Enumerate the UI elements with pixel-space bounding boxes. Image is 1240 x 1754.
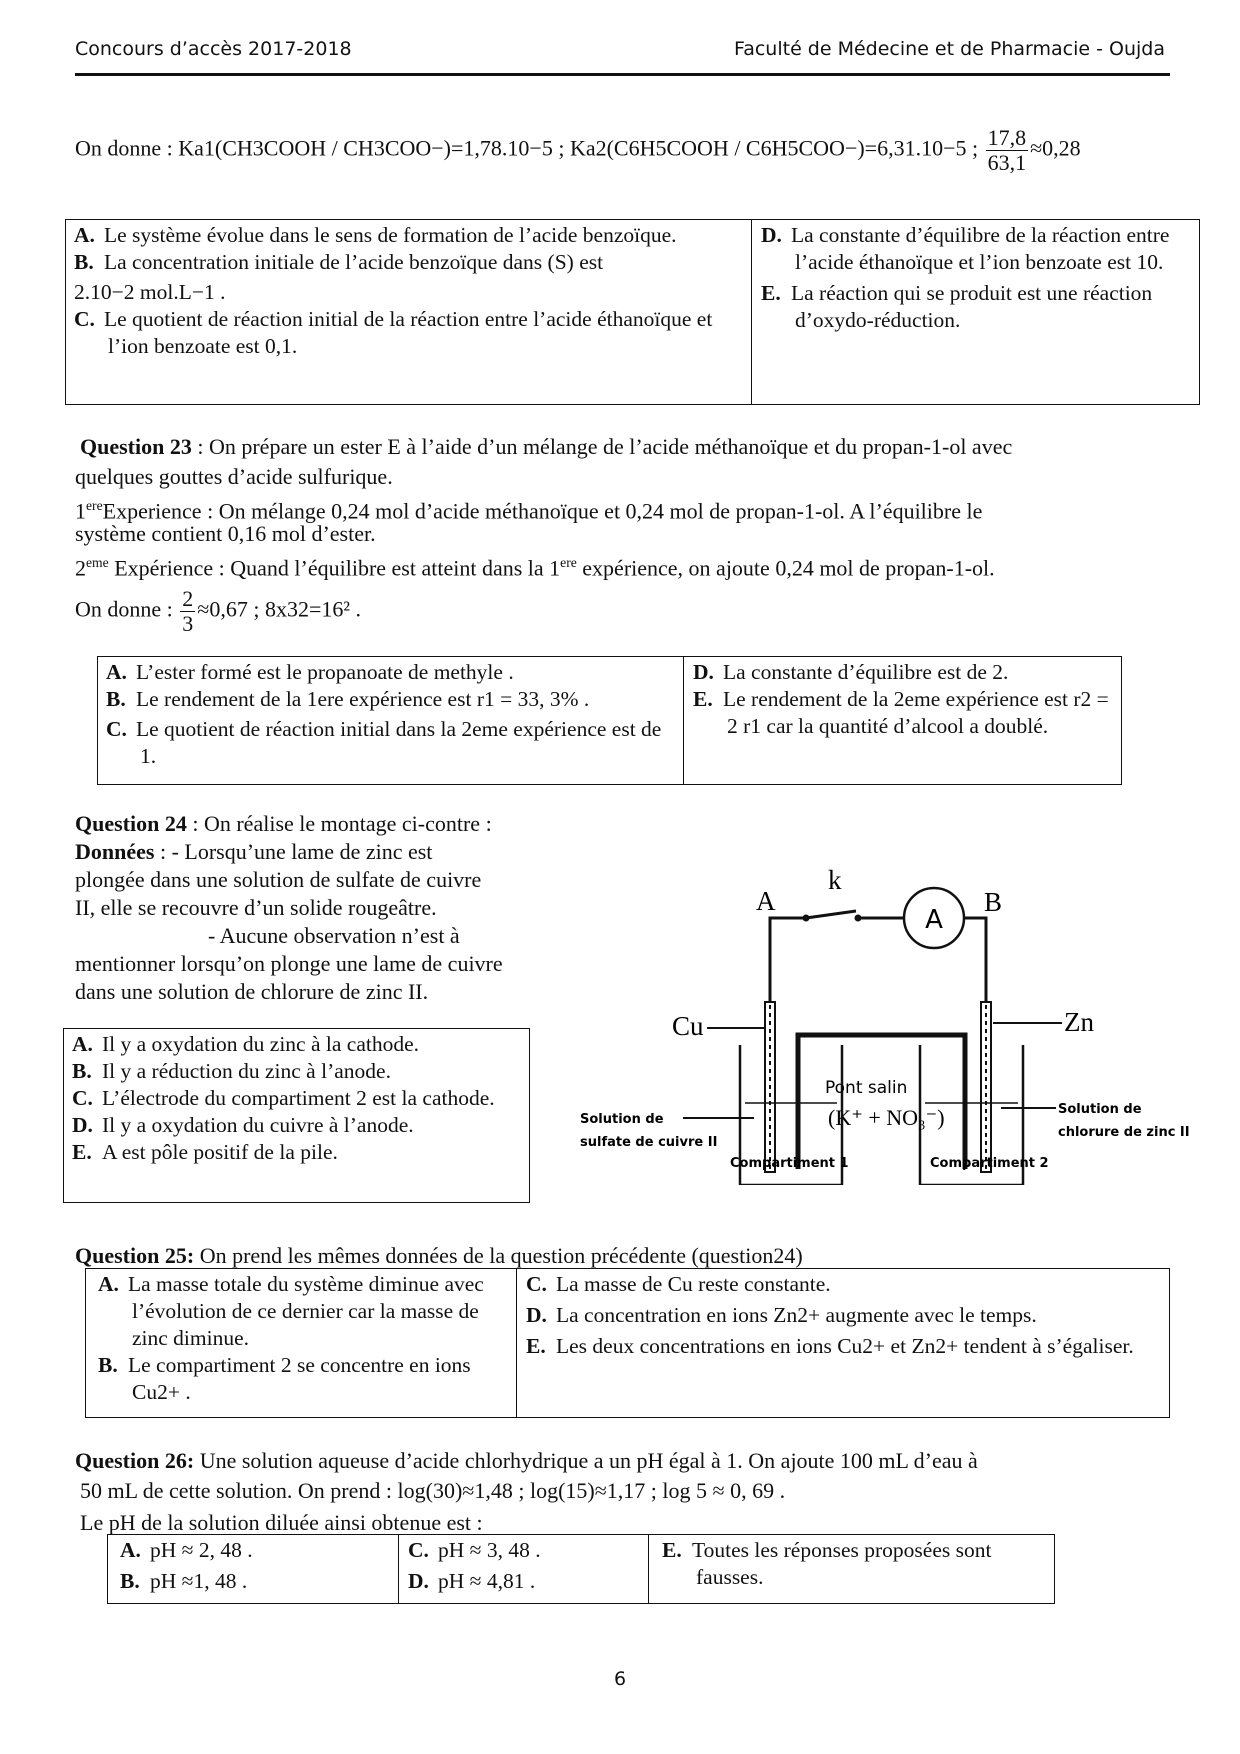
q24-donnees-4: - Aucune observation n’est à <box>208 923 460 948</box>
q25-title: Question 25: <box>75 1243 195 1268</box>
q26-line2: 50 mL de cette solution. On prend : log(30)≈1,48 ; log(15)≈1,17 ; log 5 ≈ 0, 69 . <box>80 1478 786 1503</box>
q22-option-b: B. La concentration initiale de l’acide benzoïque dans (S) est <box>74 250 604 274</box>
q22-given: On donne : Ka1(CH3COOH / CH3COO−)=1,78.10−5 ; Ka2(C6H5COOH / C6H5COO−)=6,31.10−5 ; $\frac{17,8}{63,1}$ ≈0,28 <box>75 125 1081 175</box>
solution-left-label-1: Solution de <box>580 1112 664 1127</box>
salt-bridge <box>798 1035 965 1169</box>
solution-left-label-2: sulfate de cuivre II <box>580 1135 718 1150</box>
q26-option-b: B. pH ≈1, 48 . <box>120 1569 248 1593</box>
q24-title: Question 24 <box>75 811 187 836</box>
q23-option-c: C. Le quotient de réaction initial dans la 2eme expérience est de 1. <box>106 717 662 768</box>
q25-option-e: E. Les deux concentrations en ions Cu2+ et Zn2+ tendent à s’égaliser. <box>526 1334 1134 1358</box>
q22-option-b-value: 2.10−2 mol.L−1 . <box>74 280 226 304</box>
q22-option-d: D. La constante d’équilibre de la réaction entre l’acide éthanoïque et l’ion benzoate est 10. <box>761 223 1170 274</box>
q24-option-a: A. Il y a oxydation du zinc à la cathode. <box>72 1032 420 1056</box>
header-divider <box>75 73 1170 76</box>
q24-donnees-5: mentionner lorsqu’on plonge une lame de cuivre <box>75 951 503 976</box>
diagram-label-b: B <box>984 887 1003 917</box>
q24-option-e: E. A est pôle positif de la pile. <box>72 1140 338 1164</box>
q24-option-b: B. Il y a réduction du zinc à l’anode. <box>72 1059 391 1083</box>
q22-option-a: A. Le système évolue dans le sens de formation de l’acide benzoïque. <box>74 223 677 247</box>
diagram-label-zn: Zn <box>1064 1007 1094 1037</box>
q25-line1: Question 25: On prend les mêmes données de la question précédente (question24) <box>75 1243 803 1268</box>
q23-option-b: B. Le rendement de la 1ere expérience est r1 = 33, 3% . <box>106 687 590 711</box>
electrochemical-cell-diagram <box>580 855 1200 1185</box>
q24-option-c: C. L’électrode du compartiment 2 est la cathode. <box>72 1086 495 1110</box>
header-right: Faculté de Médecine et de Pharmacie - Oujda <box>734 38 1165 60</box>
q23-given: On donne : $\frac{2}{3}$ ≈0,67 ; 8x32=16² . <box>75 586 361 636</box>
diagram-label-k: k <box>828 865 842 895</box>
salt-bridge-ions: (K⁺ + NO₃⁻) <box>828 1105 945 1130</box>
q26-option-c: C. pH ≈ 3, 48 . <box>408 1538 541 1562</box>
q25-answer-box <box>85 1268 1170 1418</box>
q25-option-b: B. Le compartiment 2 se concentre en ions Cu2+ . <box>98 1353 471 1404</box>
solution-right-label-1: Solution de <box>1058 1102 1142 1117</box>
q24-answer-box <box>63 1028 530 1203</box>
q26-option-e: E. Toutes les réponses proposées sont fausses. <box>662 1538 992 1589</box>
q24-option-d: D. Il y a oxydation du cuivre à l’anode. <box>72 1113 414 1137</box>
q23-option-d: D. La constante d’équilibre est de 2. <box>693 660 1009 684</box>
q25-option-a: A. La masse totale du système diminue avec l’évolution de ce dernier car la masse de zinc diminue. <box>98 1272 484 1350</box>
switch-k[interactable] <box>806 911 856 918</box>
q25-option-c: C. La masse de Cu reste constante. <box>526 1272 831 1296</box>
q23-exp2: 2eme Expérience : Quand l’équilibre est atteint dans la 1ere expérience, on ajoute 0,24 mol de propan-1-ol. <box>75 555 995 581</box>
diagram-label-cu: Cu <box>672 1011 704 1041</box>
q26-title: Question 26: <box>75 1448 195 1473</box>
q23-option-e: E. Le rendement de la 2eme expérience est r2 = 2 r1 car la quantité d’alcool a doublé. <box>693 687 1109 738</box>
q24-line1: Question 24 : On réalise le montage ci-contre : <box>75 811 492 836</box>
compartment-1-label: Compartiment 1 <box>730 1156 849 1171</box>
q23-line4: système contient 0,16 mol d’ester. <box>75 521 376 546</box>
q25-option-d: D. La concentration en ions Zn2+ augmente avec le temps. <box>526 1303 1037 1327</box>
q26-option-d: D. pH ≈ 4,81 . <box>408 1569 536 1593</box>
q23-answer-box <box>97 656 1122 785</box>
salt-bridge-label: Pont salin <box>825 1078 908 1098</box>
q22-option-c: C. Le quotient de réaction initial de la réaction entre l’acide éthanoïque et l’ion benzoate est 0,1. <box>74 307 713 358</box>
q26-line1: Question 26: Une solution aqueuse d’acide chlorhydrique a un pH égal à 1. On ajoute 100 mL d’eau à <box>75 1448 978 1473</box>
header-left: Concours d’accès 2017-2018 <box>75 38 352 60</box>
q26-answer-box <box>107 1534 1055 1604</box>
q24-donnees: Données : - Lorsqu’une lame de zinc est <box>75 839 433 864</box>
q26-line3: Le pH de la solution diluée ainsi obtenue est : <box>80 1510 483 1535</box>
solution-right-label-2: chlorure de zinc II <box>1058 1125 1190 1140</box>
q26-option-a: A. pH ≈ 2, 48 . <box>120 1538 253 1562</box>
q22-fraction: $\frac{17,8}{63,1}$ <box>987 125 1027 175</box>
q23-line2: quelques gouttes d’acide sulfurique. <box>75 464 393 489</box>
compartment-2-label: Compartiment 2 <box>930 1156 1049 1171</box>
ammeter-label: A <box>925 905 943 935</box>
q24-donnees-3: II, elle se recouvre d’un solide rougeâtre. <box>75 895 437 920</box>
q23-fraction: $\frac{2}{3}$ <box>182 586 194 636</box>
q23-option-a: A. L’ester formé est le propanoate de methyle . <box>106 660 514 684</box>
q23-title: Question 23 <box>80 434 192 459</box>
q24-donnees-6: dans une solution de chlorure de zinc II. <box>75 979 429 1004</box>
q22-answer-box <box>65 219 1200 405</box>
q23-exp1: 1ereExperience : On mélange 0,24 mol d’acide méthanoïque et 0,24 mol de propan-1-ol. A l’équilibre le <box>75 498 983 524</box>
q23-line1: Question 23 : On prépare un ester E à l’aide d’un mélange de l’acide méthanoïque et du propan-1-ol avec <box>80 434 1013 459</box>
q22-option-e: E. La réaction qui se produit est une réaction d’oxydo-réduction. <box>761 281 1153 332</box>
page-number: 6 <box>613 1668 627 1690</box>
diagram-label-a: A <box>756 886 776 916</box>
q24-donnees-2: plongée dans une solution de sulfate de cuivre <box>75 867 482 892</box>
